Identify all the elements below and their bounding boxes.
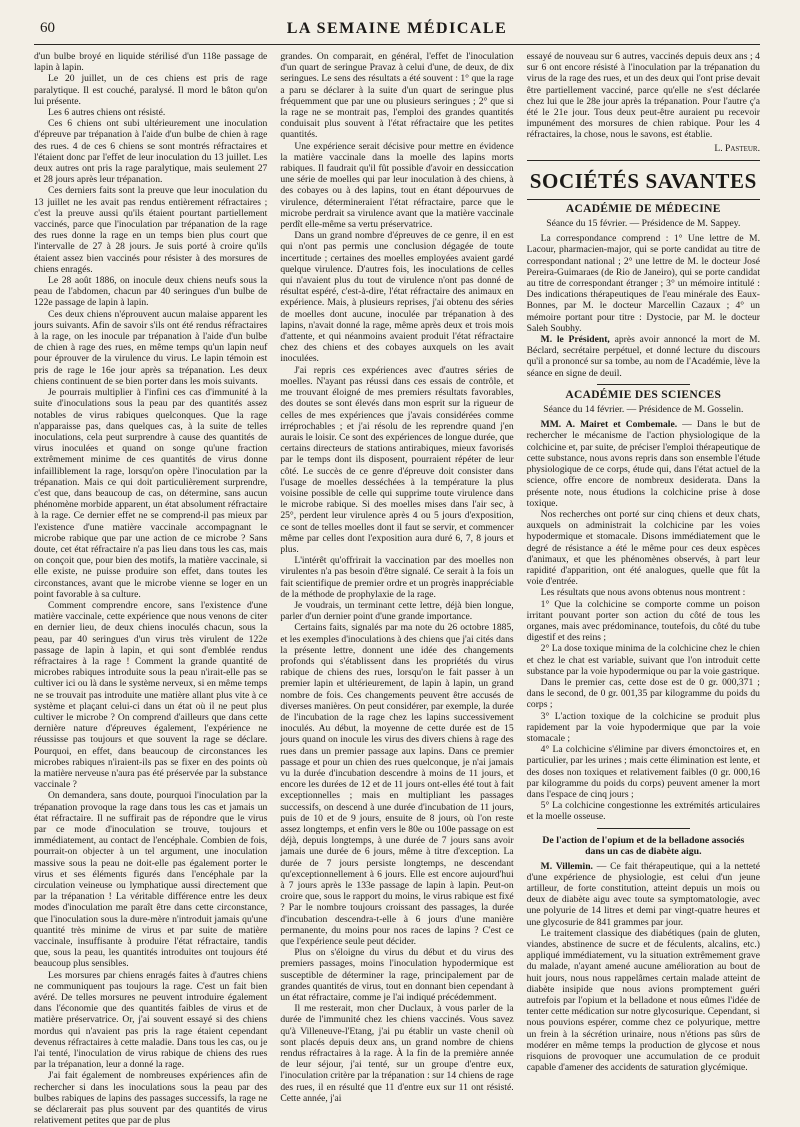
section-title: SOCIÉTÉS SAVANTES	[529, 168, 757, 193]
lead-name: MM. A. Mairet et Combemale.	[540, 419, 678, 431]
paragraph: Ces 6 chiens ont subi ultérieurement une inoculation d'épreuve par trépanation à l'aide d'un bulbe de chien à rage des rues. 4 de ces 6 chiens se sont montrés réfractaires et l'étaient donc par l'effet de leur inoculation du 13 juillet. Les deux autres ont pris la rage paralytique, mais seulement 27 et 28 jours après leur trépanation.	[34, 118, 268, 186]
paragraph: Il me resterait, mon cher Duclaux, à vous parler de la durée de l'immunité chez les chiens vaccinés. Vous savez qu'à Villeneuve-l'Etang, j'ai pu établir un vaste chenil où sont placés depuis deux ans, un grand nombre de chiens rendus réfractaires à la rage. À la fin de la première année de leur séjour, j'ai tenté, sur un groupe d'entre eux, l'inoculation critère par la trépanation : sur 14 chiens de rage des rues, il en résulté que 11 d'entre eux sur 11 ont résisté. Cette année, j'ai	[280, 1003, 514, 1104]
paragraph: La correspondance comprend : 1° Une lettre de M. Lacour, pharmacien-major, qui se porte candidat au titre de correspondant national ; 2° une lettre de M. le docteur José Pereira-Guimaraes (de Rio de Janeiro), qui se porte candidat au titre de correspondant étranger ; 3° un mémoire intitulé : Des indications thérapeutiques de l'eau minérale des Eaux-Bonnes, par M. le docteur Marcellin Cazaux ; 4° un mémoire portant pour titre : Dystocie, par M. le docteur Saleh Soubhy.	[526, 233, 760, 334]
paragraph: d'un bulbe broyé en liquide stérilisé d'un 118e passage de lapin à lapin.	[34, 51, 268, 74]
divider	[527, 199, 760, 200]
lead-text: — Ce fait thérapeutique, qui a la netteté d'une expérience de physiologie, est celui d'un jeune artilleur, de forte constitution, atteint depuis un mois ou deux de diabète aigu avec toute sa symptomatologie, avec une polyurie de 14 litres et demi par vingt-quatre heures et une glycosurie de 841 grammes par jour.	[526, 860, 760, 928]
paragraph: Plus on s'éloigne du virus du début et du virus des premiers passages, moins l'inoculation hypodermique est susceptible de déterminer la rage, principalement par de grandes quantités de virus, tout en donnant bien cependant à un état réfractaire, comme je l'ai indiqué précédemment.	[280, 947, 514, 1004]
paragraph: L'intérêt qu'offrirait la vaccination par des moelles non virulentes n'a pas besoin d'être signalé. Ce serait à la fois un fait scientifique de premier ordre et un progrès inappréciable de la méthode de prophylaxie de la rage.	[280, 555, 514, 600]
paragraph: Ces deux chiens n'éprouvent aucun malaise apparent les jours suivants. Afin de savoir s'ils ont été rendus réfractaires à la rage, on les inocule par trépanation à l'aide d'un bulbe de chien à rage des rues, en même temps qu'un lapin neuf pour éprouver de la virulence du virus. Le lapin témoin est pris de rage le 16e jour après sa trépanation. Les deux chiens continuent de se bien porter dans les mois suivants.	[34, 308, 268, 387]
paragraph: Une expérience serait décisive pour mettre en évidence la matière vaccinale dans la moelle des lapins morts rabiques. Il faudrait qu'il fût possible d'avoir en dessiccation une série de moelles qui par leur inoculation à des chiens, à des cobayes ou à des lapins, tout en étant dépourvues de virulence, détermineraient l'état réfractaire, parce que le microbe perdrait sa virulence avant que la matière vaccinale perdît elle-même sa vertu préservatrice.	[280, 140, 514, 231]
paragraph	[527, 861, 760, 928]
paragraph: On demandera, sans doute, pourquoi l'inoculation par la trépanation provoque la rage dans tous les cas et jamais un état réfractaire. Il ne suffirait pas de répondre que le virus par ce mode d'inoculation se trouve, toujours et immédiatement, au contact de l'encéphale. Combien de fois, pourrait-on objecter à un tel argument, une inoculation massive sous la peau ne doit-elle pas également porter le virus et ses éléments figurés dans l'encéphale par la circulation veineuse ou lymphatique aussi directement que par la trépanation ! La véritable différence entre les deux modes d'inoculation me paraît être dans cette circonstance, que l'inoculation sous la dure-mère n'introduit jamais qu'une quantité très minime de virus et par suite de matière vaccinale, insuffisante à produire l'état réfractaire, tandis que, sous la peau, les quantités introduites ont toujours été beaucoup plus sensibles.	[34, 790, 268, 970]
paragraph: J'ai repris ces expériences avec d'autres séries de moelles. N'ayant pas réussi dans ces essais de contrôle, et me trouvant éloigné de mes premiers résultats favorables, des doutes se sont élevés dans mon esprit sur la rigueur de celles de mes expériences que j'avais considérées comme irréprochables ; et j'ai résolu de les reprendre quand j'en aurais le loisir. Ce sont des expériences de longue durée, que certains directeurs de stations antirabiques, mieux favorisés par le temps dont ils disposent, pourraient répéter de leur côté. Le succès de ce genre d'épreuve doit consister dans l'usage de moelles desséchées à la température la plus voisine possible de celle qui supprime toute virulence dans le microbe rabique. Si des moelles mises dans l'air sec, à 25°, perdent leur virulence après 4 ou 5 jours d'exposition, ce sont de telles moelles dont il faut se servir, et commencer même par celles dont l'exposition aura duré 6, 7, 8 jours et plus.	[280, 364, 514, 555]
column-1	[34, 51, 268, 1127]
paragraph: 1° Que la colchicine se comporte comme un poison irritant pouvant porter son action du côté de tous les organes, mais avec prédominance, toutefois, du côté du tube digestif et des reins ;	[526, 598, 760, 644]
academie-medecine-title: ACADÉMIE DE MÉDECINE	[565, 202, 721, 215]
columns	[34, 51, 760, 1127]
journal-title: LA SEMAINE MÉDICALE	[286, 20, 508, 37]
paragraph: essayé de nouveau sur 6 autres, vaccinés depuis deux ans ; 4 sur 6 ont encore résisté à l'inoculation par la trépanation du virus de la rage des rues, et un des deux qui l'ont prise devait être partiellement vacciné, parce qu'elle ne s'est déclarée chez lui que le 28e jour après la trépanation. Pour l'autre ç'a été le 21e jour. Tous deux peut-être auraient pu recevoir impunément des morsures de chien rabique. Pour les 4 réfractaires, la chose, nous le savons, est établie.	[526, 51, 760, 141]
article-title: De l'action de l'opium et de la belladone associés dans un cas de diabète aigu.	[542, 834, 745, 857]
paragraph: Je pourrais multiplier à l'infini ces cas d'immunité à la suite d'inoculations sous la peau par des quantités assez notables de virus rabiques quelconques. Que la rage n'apparaisse pas, dans quelques cas, à la suite de telles inoculations, cela peut surprendre à cause des quantités de virus inoculées et quand on songe qu'une fraction extrêmement minime de ces quantités de virus donne infailliblement la rage, lorsqu'on opère l'inoculation par la trépanation. Mais ce qui doit particulièrement surprendre, c'est que, dans beaucoup de cas, on détermine, sans aucun phénomène morbide apparent, un état absolument réfractaire à la rage. Ce dernier effet ne se comprend-il pas mieux par l'existence d'une matière vaccinale accompagnant le microbe rabique que par une action de ce microbe ? Sans doute, cet état réfractaire n'a pas lieu dans tous les cas, mais on conçoit que, pour bien des motifs, la matière vaccinale, si elle existe, ne puisse produire son effet, dans toutes les circonstances, avant que le microbe vienne se loger en un point favorable à sa culture.	[34, 387, 268, 600]
seance-line: Séance du 14 février. — Présidence de M. Gosselin.	[543, 404, 744, 416]
paragraph: Dans le premier cas, cette dose est de 0 gr. 000,371 ; dans le second, de 0 gr. 001,35 par kilogramme du poids du corps ;	[526, 676, 760, 711]
page-number: 60	[40, 20, 55, 36]
paragraph: Dans un grand nombre d'épreuves de ce genre, il en est qui n'ont pas permis une conclusion dégagée de toute incertitude ; certaines des moelles employées avaient gardé quelque virulence. D'autres fois, les inoculations de celles qui n'avaient plus du tout de virulence n'ont pas donné de résultat espéré, c'est-à-dire, l'état réfractaire des animaux en expérience. Mais, à plusieurs reprises, j'ai obtenu des séries de moelles dont aucune, inoculée par trépanation à des lapins, n'avait donné la rage, même après deux et trois mois d'attente, et qui néanmoins avaient produit l'état réfractaire chez des chiens et des cobayes auxquels on les avait inoculées.	[280, 230, 514, 365]
column-2	[280, 51, 513, 1113]
paragraph: J'ai fait également de nombreuses expériences afin de rechercher si dans les inoculations sous la peau par des bulbes rabiques de lapins des passages successifs, la rage ne se déclarerait pas plus souvent par des quantités de virus relativement petites que par de plus	[34, 1070, 268, 1127]
paragraph: Le 28 août 1886, on inocule deux chiens neufs sous la peau de l'abdomen, chacun par 40 seringues d'un bulbe de 122e passage de lapin à lapin.	[34, 275, 268, 309]
paragraph: 4° La colchicine s'élimine par divers émonctoires et, en particulier, par les urines ; mais cette élimination est lente, et des doses non toxiques et relativement faibles (0 gr. 000,16 par kilogramme du poids du corps) peuvent amener la mort dans l'espace de cinq jours ;	[526, 744, 760, 800]
paragraph: Ces derniers faits sont la preuve que leur inoculation du 13 juillet ne les avait pas rendus entièrement réfractaires ; c'est la preuve aussi qu'ils étaient pourtant partiellement vaccinés, parce que l'inoculation par trépanation de la rage des rues donne la rage en un temps bien plus court que l'intervalle de 27 à 28 jours. Je suis porté à croire qu'ils étaient assez bien vaccinés pour résister à des morsures de chiens enragés.	[34, 185, 268, 275]
page-header	[34, 0, 760, 45]
divider	[597, 384, 690, 385]
lead-name: M. Villemin.	[540, 860, 593, 872]
paragraph: 2° La dose toxique minima de la colchicine chez le chien et chez le chat est variable, suivant que l'on introduit cette substance par la voie hypodermique ou par la voie gastrique.	[526, 643, 760, 677]
paragraph: 5° La colchicine congestionne les extrémités articulaires et la moelle osseuse.	[526, 800, 760, 823]
academie-sciences-title: ACADÉMIE DES SCIENCES	[565, 388, 722, 401]
paragraph: Les morsures par chiens enragés faites à d'autres chiens ne communiquent pas toujours la rage. C'est un fait bien avéré. De telles morsures ne peuvent introduire également dans l'économie que des quantités faibles de virus et de matière préservatrice. Or, j'ai souvent essayé si des chiens mordus qui n'avaient pas pris la rage étaient cependant devenus réfractaires à cette maladie. Dans tous les cas, ou je l'ai tenté, l'inoculation de virus rabique de chiens des rues par la trépanation, leur a donné la rage.	[34, 969, 268, 1071]
paragraph: Le 20 juillet, un de ces chiens est pris de rage paralytique. Il est couché, paralysé. Il mord le bâton qu'on lui présente.	[34, 73, 268, 107]
paragraph: Les 6 autres chiens ont résisté.	[48, 107, 166, 119]
divider	[527, 160, 760, 161]
paragraph: Je voudrais, un terminant cette lettre, déjà bien longue, parler d'un dernier point d'une grande importance.	[280, 599, 514, 623]
paragraph: grandes. On comparait, en général, l'effet de l'inoculation d'un quart de seringue Pravaz à celui d'une, de deux, de dix seringues. Le sens des résultats a été souvent : 1° que la rage a paru se déclarer à la suite d'un quart de seringue plus fréquemment que par une ou plusieurs seringues ; 2° que si la rage ne se montrait pas, l'emploi des grandes quantités conduisait plus souvent à l'état réfractaire que les petites quantités.	[280, 51, 514, 141]
signature: L. Pasteur.	[714, 142, 760, 154]
paragraph: 3° L'action toxique de la colchicine se produit plus rapidement par la voie hypodermique que par la voie stomacale ;	[526, 710, 760, 744]
paragraph: Le traitement classique des diabétiques (pain de gluten, viandes, abstinence de sucre et de féculents, alcalins, etc.) appliqué immédiatement, vu la situation extrêmement grave du malade, n'ayant amené aucune amélioration au bout de huit jours, nous nous rappelâmes certain malade atteint de diabète insipide que nous avions promptement guéri autrefois par l'opium et la belladone et nous eûmes l'idée de tenter cette médication sur notre glycosurique. Cependant, si nous pouvions espérer, comme chez ce polyurique, mettre un frein à la sécrétion urinaire, nous n'étions pas sûrs de modérer en même temps la production de glycose et nous risquions de provoquer une accumulation de ce produit capable d'amener des accidents de saturation glycémique.	[526, 927, 760, 1074]
divider	[597, 828, 690, 829]
paragraph: Comment comprendre encore, sans l'existence d'une matière vaccinale, cette expérience que nous venons de citer en dernier lieu, de deux chiens inoculés chacun, sous la peau, par 40 seringues d'un virus très virulent de 122e passage de lapin à lapin, et qui sont d'emblée rendus réfractaires à la rage ! Comment la grande quantité de microbes rabiques introduite sous la peau n'irait-elle pas se cultiver ici ou là dans le système nerveux, si en même temps ne se trouvait pas introduite une matière allant plus vite à ce système et plaçant celui-ci dans un état où il ne peut plus cultiver le microbe ? On comprend d'ailleurs que dans cette dernière nature d'épreuves également, l'expérience ne réussisse pas toujours et que souvent la rage se déclare. Pourquoi, en effet, dans beaucoup de circonstances les microbes rabiques n'iraient-ils pas se fixer en des points où la matière nerveuse n'aura pas été préservée par la substance vaccinale ?	[34, 599, 268, 791]
column-3	[527, 51, 760, 1113]
paragraph: Les résultats que nous avons obtenus nous montrent :	[540, 587, 746, 599]
paragraph: Certains faits, signalés par ma note du 26 octobre 1885, et les exemples d'inoculations à des chiens que j'ai cités dans la présente lettre, donnent une idée des changements profonds qui s'établissent dans les propriétés du virus rabique de chiens des rues, lorsqu'on le fait passer à un premier lapin et ultérieurement, de lapin à lapin, un grand nombre de fois. Ces changements peuvent être accusés de diverses manières. On peut considérer, par exemple, la durée de l'incubation de la rage chez les lapins successivement inoculés. Au début, la moyenne de cette durée est de 15 jours quand on inocule les virus des divers chiens à rage des rues dans un premier passage aux lapins. Dans ce premier passage et pour un chien des rues quelconque, je n'ai jamais vu la durée d'incubation descendre à moins de 11 jours, et encore les durées de 12 et de 11 jours ont-elles été tout à fait exceptionnelles ; mais en multipliant les passages successifs, on descend à une durée d'incubation de 11 jours, puis de 10 et de 9 jours, ensuite de 8 jours, où l'on reste assez longtemps, et enfin vers le 80e ou 100e passage on est déjà, depuis longtemps, à une durée de 7 jours sans avoir jamais une durée de 6 jours, même à titre d'exception. La durée de 7 jours persiste longtemps, ne descendant qu'exceptionnellement à 6 jours. Elle est encore aujourd'hui à 7 jours après le 133e passage de lapin à lapin. Peut-on croire que, sous le rapport du moins, le virus rabique est fixé ? Par le nombre toujours croissant des passages, la durée d'incubation descendra-t-elle à 6 jours d'une manière permanente, du moins pour nos races de lapins ? C'est ce que l'expérience seule peut décider.	[280, 622, 514, 948]
paragraph	[527, 419, 760, 509]
lead-text: après avoir annoncé la mort de M. Béclard, secrétaire perpétuel, et donné lecture du discours qu'il a prononcé sur sa tombe, au nom de l'Académie, lève la séance en signe de deuil.	[526, 334, 760, 379]
paragraph: Nos recherches ont porté sur cinq chiens et deux chats, auxquels on administrait la colchicine par les voies hypodermique et stomacale. Disons immédiatement que le degré de résistance a été le même pour ces deux espèces d'animaux, et que les phénomènes observés, à part leur rapidité d'apparition, ont été analogues, quelle que fût la voie d'entrée.	[526, 508, 760, 588]
seance-line: Séance du 15 février. — Présidence de M. Sappey.	[546, 218, 741, 230]
lead-text: — Dans le but de rechercher le mécanisme de l'action physiologique de la colchicine et, par suite, de préciser l'emploi thérapeutique de cette substance, nous avons repris dans son ensemble l'étude physiologique de ce corps, étude qui, dans l'état actuel de la science, offre encore de nombreux desiderata. Dans la présente note, nous étudions la colchicine prise à dose toxique.	[526, 419, 760, 509]
lead-name: M. le Président,	[540, 334, 610, 346]
paragraph	[527, 334, 760, 379]
